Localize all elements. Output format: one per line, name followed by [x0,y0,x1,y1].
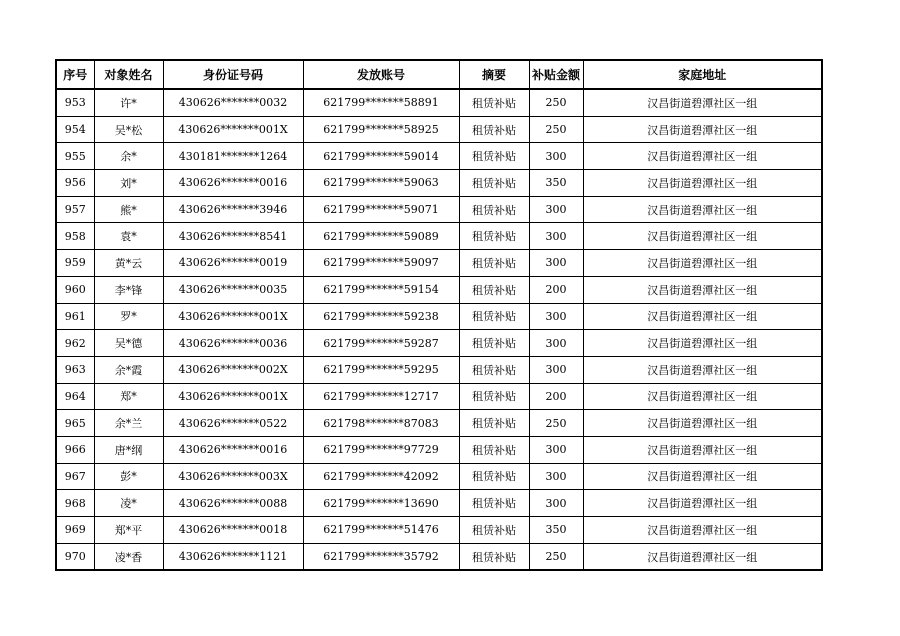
cell-amount: 350 [529,517,583,544]
cell-id-number: 430181*******1264 [163,143,303,170]
cell-id-number: 430626*******0035 [163,276,303,303]
table-row [56,250,822,277]
cell-id-number: 430626*******0016 [163,436,303,463]
cell-amount: 300 [529,143,583,170]
cell-account: 621799*******59154 [303,276,459,303]
cell-address: 汉昌街道碧潭社区一组 [583,463,822,490]
cell-no: 961 [56,303,94,330]
cell-id-number: 430626*******003X [163,463,303,490]
cell-name: 李*锋 [94,276,163,303]
table-row [56,383,822,410]
cell-summary: 租赁补贴 [459,170,529,197]
cell-no: 967 [56,463,94,490]
cell-id-number: 430626*******0088 [163,490,303,517]
cell-amount: 250 [529,543,583,570]
cell-no: 962 [56,330,94,357]
cell-summary: 租赁补贴 [459,303,529,330]
cell-amount: 300 [529,223,583,250]
cell-summary: 租赁补贴 [459,250,529,277]
cell-account: 621799*******58925 [303,116,459,143]
cell-address: 汉昌街道碧潭社区一组 [583,143,822,170]
cell-address: 汉昌街道碧潭社区一组 [583,116,822,143]
cell-address: 汉昌街道碧潭社区一组 [583,250,822,277]
subsidy-table [55,59,823,571]
cell-account: 621799*******97729 [303,436,459,463]
cell-id-number: 430626*******002X [163,356,303,383]
cell-summary: 租赁补贴 [459,89,529,116]
cell-amount: 300 [529,490,583,517]
cell-amount: 300 [529,250,583,277]
cell-amount: 300 [529,196,583,223]
cell-account: 621799*******59089 [303,223,459,250]
table-row [56,436,822,463]
header-account: 发放账号 [303,60,459,89]
cell-amount: 300 [529,463,583,490]
cell-id-number: 430626*******001X [163,383,303,410]
cell-no: 964 [56,383,94,410]
cell-address: 汉昌街道碧潭社区一组 [583,410,822,437]
cell-no: 966 [56,436,94,463]
cell-id-number: 430626*******0032 [163,89,303,116]
table-row [56,543,822,570]
table-row [56,143,822,170]
cell-id-number: 430626*******3946 [163,196,303,223]
cell-name: 余*霞 [94,356,163,383]
cell-name: 郑*平 [94,517,163,544]
cell-no: 959 [56,250,94,277]
header-address: 家庭地址 [583,60,822,89]
cell-name: 凌*香 [94,543,163,570]
cell-summary: 租赁补贴 [459,196,529,223]
cell-address: 汉昌街道碧潭社区一组 [583,303,822,330]
cell-address: 汉昌街道碧潭社区一组 [583,330,822,357]
cell-name: 罗* [94,303,163,330]
header-id: 身份证号码 [163,60,303,89]
cell-account: 621799*******35792 [303,543,459,570]
table-row [56,276,822,303]
cell-name: 余*兰 [94,410,163,437]
header-amount: 补贴金额 [529,60,583,89]
cell-name: 吴*德 [94,330,163,357]
cell-address: 汉昌街道碧潭社区一组 [583,436,822,463]
cell-id-number: 430626*******1121 [163,543,303,570]
cell-id-number: 430626*******0019 [163,250,303,277]
table-row [56,170,822,197]
table-row [56,89,822,116]
cell-name: 许* [94,89,163,116]
cell-no: 953 [56,89,94,116]
cell-amount: 250 [529,410,583,437]
cell-account: 621799*******59238 [303,303,459,330]
table-row [56,356,822,383]
cell-account: 621799*******42092 [303,463,459,490]
cell-address: 汉昌街道碧潭社区一组 [583,383,822,410]
cell-id-number: 430626*******0016 [163,170,303,197]
cell-name: 余* [94,143,163,170]
cell-summary: 租赁补贴 [459,463,529,490]
cell-id-number: 430626*******0036 [163,330,303,357]
cell-amount: 250 [529,116,583,143]
cell-account: 621798*******87083 [303,410,459,437]
table-row [56,196,822,223]
cell-address: 汉昌街道碧潭社区一组 [583,196,822,223]
cell-account: 621799*******59287 [303,330,459,357]
cell-no: 956 [56,170,94,197]
cell-amount: 200 [529,383,583,410]
table-row [56,463,822,490]
cell-name: 刘* [94,170,163,197]
cell-account: 621799*******59071 [303,196,459,223]
cell-summary: 租赁补贴 [459,383,529,410]
cell-summary: 租赁补贴 [459,356,529,383]
cell-name: 唐*纲 [94,436,163,463]
cell-name: 郑* [94,383,163,410]
cell-no: 963 [56,356,94,383]
cell-name: 黄*云 [94,250,163,277]
cell-summary: 租赁补贴 [459,517,529,544]
cell-amount: 200 [529,276,583,303]
cell-no: 958 [56,223,94,250]
cell-amount: 300 [529,330,583,357]
cell-account: 621799*******59014 [303,143,459,170]
cell-address: 汉昌街道碧潭社区一组 [583,276,822,303]
cell-name: 凌* [94,490,163,517]
cell-address: 汉昌街道碧潭社区一组 [583,170,822,197]
table-row [56,330,822,357]
cell-name: 袁* [94,223,163,250]
cell-account: 621799*******58891 [303,89,459,116]
cell-amount: 300 [529,356,583,383]
cell-name: 彭* [94,463,163,490]
cell-id-number: 430626*******001X [163,303,303,330]
cell-address: 汉昌街道碧潭社区一组 [583,89,822,116]
header-name: 对象姓名 [94,60,163,89]
cell-address: 汉昌街道碧潭社区一组 [583,356,822,383]
table-row [56,223,822,250]
cell-no: 960 [56,276,94,303]
header-summary: 摘要 [459,60,529,89]
cell-account: 621799*******51476 [303,517,459,544]
cell-amount: 300 [529,436,583,463]
cell-summary: 租赁补贴 [459,143,529,170]
header-row [56,60,822,89]
cell-summary: 租赁补贴 [459,410,529,437]
cell-address: 汉昌街道碧潭社区一组 [583,517,822,544]
cell-summary: 租赁补贴 [459,490,529,517]
cell-account: 621799*******12717 [303,383,459,410]
table-row [56,116,822,143]
cell-no: 969 [56,517,94,544]
cell-account: 621799*******59295 [303,356,459,383]
cell-id-number: 430626*******8541 [163,223,303,250]
cell-amount: 250 [529,89,583,116]
cell-name: 吴*松 [94,116,163,143]
header-no: 序号 [56,60,94,89]
cell-no: 955 [56,143,94,170]
cell-summary: 租赁补贴 [459,116,529,143]
table-body [56,89,822,570]
cell-no: 954 [56,116,94,143]
cell-address: 汉昌街道碧潭社区一组 [583,543,822,570]
cell-address: 汉昌街道碧潭社区一组 [583,223,822,250]
table-row [56,490,822,517]
cell-account: 621799*******59063 [303,170,459,197]
cell-no: 968 [56,490,94,517]
cell-name: 熊* [94,196,163,223]
table-row [56,410,822,437]
cell-account: 621799*******13690 [303,490,459,517]
cell-id-number: 430626*******0018 [163,517,303,544]
cell-summary: 租赁补贴 [459,276,529,303]
cell-summary: 租赁补贴 [459,223,529,250]
table-row [56,303,822,330]
table-row [56,517,822,544]
cell-summary: 租赁补贴 [459,436,529,463]
cell-summary: 租赁补贴 [459,330,529,357]
cell-id-number: 430626*******0522 [163,410,303,437]
cell-no: 970 [56,543,94,570]
cell-account: 621799*******59097 [303,250,459,277]
cell-amount: 300 [529,303,583,330]
cell-amount: 350 [529,170,583,197]
cell-no: 957 [56,196,94,223]
cell-id-number: 430626*******001X [163,116,303,143]
cell-no: 965 [56,410,94,437]
cell-summary: 租赁补贴 [459,543,529,570]
cell-address: 汉昌街道碧潭社区一组 [583,490,822,517]
